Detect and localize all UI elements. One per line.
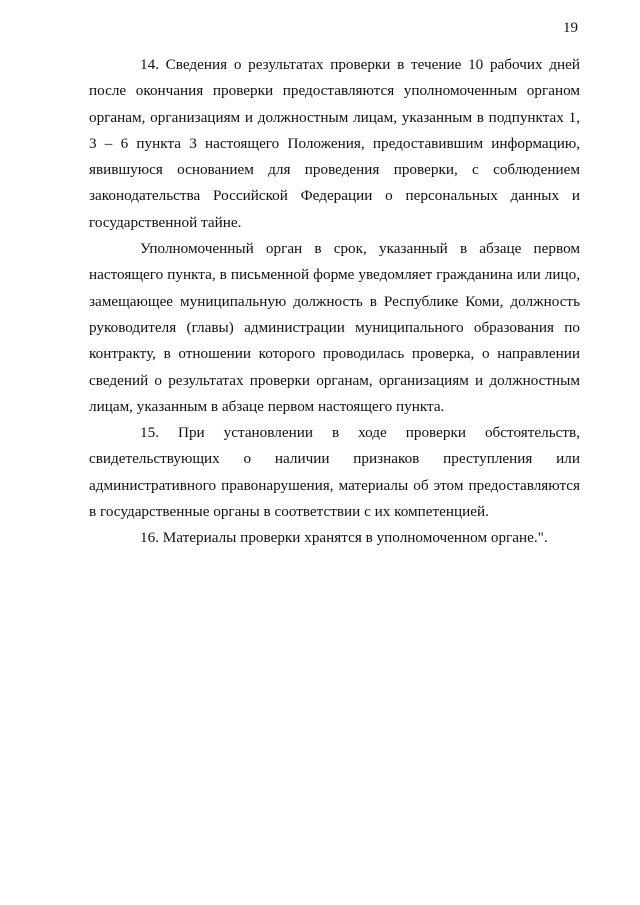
paragraph-15: 15. При установлении в ходе проверки обстоятельств, свидетельствующих о наличии признаков преступления или административного правонарушения, материалы об этом предоставляются в государственные органы в соответствии с их компетенцией. [89,424,580,521]
paragraph-14: 14. Сведения о результатах проверки в течение 10 рабочих дней после окончания проверки предоставляются уполномоченным органом органам, организациям и должностным лицам, указанным в подпунктах 1, 3 – 6 пункта 3 настоящего Положения, предоставившим информацию, явившуюся основанием для проведения проверки, с соблюдением законодательства Российской Федерации о персональных данных и государственной тайне. [89,56,580,231]
page-number: 19 [563,20,578,36]
paragraph-authorized-body-notice: Уполномоченный орган в срок, указанный в абзаце первом настоящего пункта, в письменной форме уведомляет гражданина или лицо, замещающее муниципальную должность в Республике Коми, должность руководителя (главы) администрации муниципального образования по контракту, в отношении которого проводилась проверка, о направлении сведений о результатах проверки органам, организациям и должностным лицам, указанным в абзаце первом настоящего пункта. [89,240,580,415]
paragraph-16: 16. Материалы проверки хранятся в уполномоченном органе.". [140,529,548,547]
document-body [89,52,580,552]
